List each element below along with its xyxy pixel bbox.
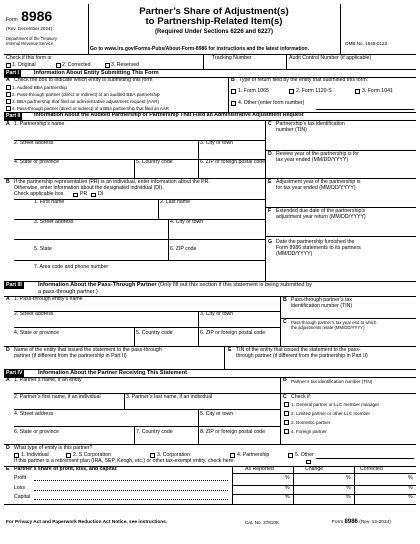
part4-c-letter: C (283, 394, 287, 400)
partnership-street-field[interactable] (14, 147, 196, 156)
pass-through-state-field[interactable] (14, 337, 132, 345)
partner-first-name-label: 2. Partner’s first name, if an individual (14, 394, 101, 400)
pr-zip-field[interactable] (170, 253, 264, 259)
part3-a-letter: A (6, 296, 10, 302)
limited-partner-label: 2. Limited partner or other LLC member (291, 410, 371, 416)
dept-line2: Internal Revenue Service (6, 41, 54, 46)
pass-through-zip-label: 6. ZIP or foreign postal code (200, 330, 266, 336)
part2-g-letter: G (268, 239, 273, 245)
part-3-title-note: (Only fill out this section if this statement is being submitted by (156, 282, 312, 288)
issuing-entity-tin-label2: through partner (if different from the partnership in Part II) (236, 353, 368, 359)
pass-through-country-label: 5. Country code (136, 330, 173, 336)
title-line1: Partner’s Share of Adjustment(s) (139, 6, 289, 17)
pass-through-bba-label: 2. Pass-through partner (direct or indirect) of an audited BBA partnership (12, 91, 160, 97)
part-1-label: Part I (6, 69, 19, 76)
part-1-title: Information About Entity Submitting This Form (34, 70, 159, 76)
percent-sign: % (408, 475, 413, 481)
leader-dots (34, 490, 228, 491)
footer-rev: (Rev. 12-2024) (359, 520, 391, 525)
aar-partnership-checkbox[interactable] (6, 99, 11, 104)
partnership-state-field[interactable] (14, 166, 132, 175)
pr-zip-label: 6. ZIP code (170, 246, 197, 252)
domestic-partner-checkbox[interactable] (284, 420, 289, 425)
part2-e-letter: E (268, 179, 272, 185)
partnership-state-label: 4. State or province (14, 159, 59, 165)
percent-sign: % (408, 484, 413, 491)
tracking-number-label: Tracking Number (212, 55, 252, 61)
form-number: 8986 (21, 8, 53, 24)
share-as-reported-field[interactable] (233, 495, 283, 502)
pr-city-label: 4. City or town (170, 219, 204, 225)
part2-b-letter: B (6, 179, 10, 185)
partnership-name-label: 1. Partnership’s name (14, 121, 65, 127)
retirement-plan-checkbox[interactable] (306, 460, 311, 465)
issuing-entity-tin-label1: TIN of the entity that issued the statement to the pass- (236, 347, 361, 353)
pass-through-country-field[interactable] (136, 337, 196, 345)
title-line2: to Partnership-Related Item(s) (145, 16, 283, 28)
corporation-checkbox[interactable] (150, 453, 155, 458)
percent-sign: % (346, 494, 351, 500)
limited-partner-checkbox[interactable] (284, 411, 289, 416)
part1-a-text: Check the box to indicate which entity is submitting this form (14, 77, 153, 83)
partnership-zip-label: 6. ZIP or foreign postal code (200, 159, 266, 165)
corporation-label: 3. Corporation (157, 451, 190, 458)
col-as-reported: As Reported (245, 466, 274, 472)
issuing-entity-tin-field[interactable] (236, 360, 414, 368)
col-change: Change (305, 466, 324, 472)
leader-dots (34, 499, 228, 500)
part4-a-letter: A (6, 377, 10, 383)
pass-through-year-field[interactable] (291, 331, 414, 345)
pr-state-label: 5. State (34, 246, 52, 252)
part3-c-letter: C (283, 319, 287, 325)
audit-control-field[interactable] (289, 62, 415, 69)
review-year-field[interactable] (276, 164, 414, 176)
pass-through-tin-label1: Pass-through partner’s tax (291, 297, 352, 303)
furnished-date-field[interactable] (276, 259, 414, 279)
form-label (6, 8, 52, 24)
partner-street-label: 4. Street address (14, 411, 54, 417)
partnership-type-label: 4. Partnership (237, 451, 270, 458)
form-1041-label: 3. Form 1041 (362, 87, 393, 94)
part1-b-letter: B (231, 77, 235, 83)
other-form-number-field[interactable] (316, 106, 414, 110)
pass-through-year-label2: the adjustments relate (MM/DD/YYYY) (291, 324, 365, 330)
percent-sign: % (408, 494, 413, 500)
partnership-tin-label1: Partnership’s tax identification (276, 121, 345, 127)
part-3-title-note2: a pass-through partner.) (38, 288, 98, 295)
partnership-country-label: 5. Country code (136, 159, 173, 165)
part3-b-letter: B (283, 297, 287, 303)
part-3-label: Part III (6, 282, 22, 288)
individual-label: 1. Individual (21, 451, 49, 458)
pass-through-name-label: 1. Pass-through entity’s name (14, 296, 83, 302)
percent-sign: % (285, 484, 290, 491)
part2-d-letter: D (268, 151, 272, 157)
pass-through-zip-field[interactable] (200, 337, 278, 345)
pass-through-tin-label2: identification number (TIN) (291, 303, 353, 309)
foreign-partner-checkbox[interactable] (284, 429, 289, 434)
part2-a-letter: A (6, 121, 10, 127)
part4-d-letter: D (6, 445, 10, 451)
col-corrected: Corrected (360, 466, 383, 472)
partner-zip-label: 8. ZIP or foreign postal code (200, 429, 266, 435)
other-type-field[interactable] (316, 458, 414, 459)
partner-city-field[interactable] (200, 418, 278, 425)
di-label: DI (98, 191, 104, 197)
corrected-label: 2. Corrected (62, 61, 91, 68)
pr-phone-label: 7. Area code and phone number (34, 264, 109, 270)
share-change-field[interactable] (294, 486, 344, 493)
partner-entity-name-field[interactable] (14, 384, 278, 392)
issuing-entity-name-field[interactable] (14, 360, 222, 368)
form-1120s-label: 2. Form 1120-S (296, 87, 332, 94)
part-4-title: Information About the Partner Receiving This Statement (38, 370, 187, 376)
individual-checkbox[interactable] (14, 453, 19, 458)
other-form-label: 4. Other (enter form number) (238, 99, 305, 106)
corrected-checkbox[interactable] (56, 63, 61, 68)
s-corp-checkbox[interactable] (66, 453, 71, 458)
share-change-field[interactable] (294, 476, 344, 483)
form-subtitle: (Required Under Sections 6226 and 6227) (154, 29, 274, 35)
part3-d-letter: D (6, 347, 10, 353)
share-row-label: Profit (14, 475, 27, 481)
pr-label: PR (80, 191, 88, 197)
adjustment-year-label1: Adjustment year of the partnership is (276, 179, 361, 185)
pass-through-tin-field[interactable] (291, 310, 414, 316)
pr-last-name-field[interactable] (160, 206, 264, 217)
share-change-field[interactable] (294, 495, 344, 502)
pr-state-field[interactable] (34, 253, 166, 259)
share-label: Partner’s share of profit, loss, and capital: (14, 466, 118, 472)
pass-through-bba-checkbox[interactable] (6, 92, 11, 97)
audit-control-label: Audit Control Number (if applicable) (289, 55, 372, 61)
extended-due-date-label2: adjustment year return (MM/DD/YYYY) (276, 214, 366, 220)
form-word: Form (6, 17, 18, 23)
partner-tin-field[interactable] (291, 384, 414, 392)
privacy-notice: For Privacy Act and Paperwork Reduction Act Notice, see instructions. (6, 520, 168, 525)
pr-checkbox[interactable] (73, 193, 78, 198)
pass-through-year-label1: Pass-through partner’s tax year end to which (291, 319, 377, 325)
di-checkbox[interactable] (91, 193, 96, 198)
reserved-label: 3. Reserved (111, 61, 139, 68)
extended-due-date-field[interactable] (276, 221, 414, 233)
partnership-city-label: 3. City or town (200, 140, 234, 146)
share-corrected-field[interactable] (356, 476, 406, 483)
percent-sign: % (285, 475, 290, 481)
header-divider-right (340, 4, 341, 54)
other-form-checkbox[interactable] (231, 101, 236, 106)
pr-info-text3: Check applicable box. (14, 191, 65, 197)
check-if-partner-label: Check if: (291, 394, 312, 400)
audited-bba-checkbox[interactable] (6, 85, 11, 90)
furnished-date-label3: (MM/DD/YYYY) (276, 251, 313, 257)
partnership-zip-field[interactable] (200, 166, 264, 175)
partner-first-name-field[interactable] (14, 401, 122, 408)
partner-entity-name-label: 1. Partner’s name, if an entity (14, 377, 82, 383)
partnership-name-field[interactable] (14, 128, 264, 139)
original-checkbox[interactable] (6, 63, 11, 68)
part4-e-letter: E (6, 466, 10, 472)
partner-zip-field[interactable] (200, 436, 278, 443)
pr-first-name-label: 1. First name (34, 199, 65, 205)
percent-sign: % (346, 475, 351, 481)
retirement-plan-label: If this partner is a retirement plan (IRA, SEP, Keogh, etc.) or other tax-exempt entity, check here (14, 458, 234, 464)
part3-e-letter: E (228, 347, 232, 353)
adjustment-year-label2: for tax year ended (MM/DD/YYYY) (276, 185, 356, 191)
partner-country-field[interactable] (136, 436, 196, 443)
part-3-title (38, 282, 414, 296)
general-partner-checkbox[interactable] (284, 402, 289, 407)
part2-c-letter: C (268, 121, 272, 127)
dept-line1: Department of the Treasury (6, 36, 57, 41)
partnership-checkbox[interactable] (230, 453, 235, 458)
partner-city-label: 5. City or town (200, 411, 234, 417)
share-corrected-field[interactable] (356, 486, 406, 493)
footer-form-word: Form (332, 520, 344, 525)
part-3-title-bold: Information About the Pass-Through Partner (38, 282, 157, 288)
partner-country-label: 7. Country code (136, 429, 173, 435)
part4-b-letter: B (283, 377, 287, 383)
pr-street-label: 3. Street address (34, 219, 74, 225)
issuing-entity-name-label2: partner (if different from the partnership in Part II) (14, 353, 127, 359)
audited-bba-label: 1. Audited BBA partnership (12, 84, 67, 90)
domestic-partner-label: 3. Domestic partner (291, 419, 331, 425)
s-corp-label: 2. S Corporation (73, 451, 111, 458)
percent-sign: % (346, 484, 351, 491)
goto-instructions: Go to www.irs.gov/Forms-Pubs/About-Form-8986 for instructions and the latest information. (90, 46, 309, 52)
review-year-label1: Review year of the partnership is for (276, 151, 360, 157)
pass-through-name-field[interactable] (14, 303, 278, 310)
partnership-street-label: 2. Street address (14, 140, 54, 146)
pr-info-text2: Otherwise, enter information about the designated individual (DI). (14, 185, 164, 191)
pass-through-street-field[interactable] (14, 318, 196, 326)
original-label: 1. Original (12, 61, 36, 68)
general-partner-label: 1. General partner or LLC member manager (291, 401, 380, 407)
partner-last-name-label: 3. Partner’s last name, if an individual (126, 394, 213, 400)
other-type-label: 5. Other (295, 451, 314, 458)
check-if-label: Check if this form is: (6, 55, 53, 61)
pass-through-city-label: 3. City or town (200, 311, 234, 317)
pr-info-text1: If the partnership representative (PR) is an individual, enter information about the PR. (14, 179, 210, 185)
partnership-country-field[interactable] (136, 166, 196, 175)
share-corrected-field[interactable] (356, 495, 406, 502)
form-1065-checkbox[interactable] (231, 89, 236, 94)
footer-form-number: 8986 (344, 519, 358, 525)
percent-sign: % (285, 494, 290, 500)
partner-street-field[interactable] (14, 418, 196, 425)
partner-tin-label: Partner’s tax identification number (TIN) (291, 378, 373, 384)
pr-city-field[interactable] (170, 226, 264, 235)
footer-form-id (332, 519, 391, 526)
part-4-label: Part IV (6, 369, 23, 376)
part1-b-text: Type of return filed by the entity that submitted this form: (239, 77, 369, 83)
partner-state-label: 6. State or province (14, 429, 59, 435)
form-1065-label: 1. Form 1065 (238, 87, 269, 94)
extended-due-date-label1: Extended due date of the partnership’s (276, 208, 366, 214)
pr-phone-field[interactable] (34, 271, 264, 279)
tracking-number-field[interactable] (206, 62, 286, 69)
revision-date: (Rev. December 2024) (6, 26, 53, 31)
foreign-partner-label: 4. Foreign partner (291, 428, 327, 434)
form-1041-checkbox[interactable] (355, 89, 360, 94)
pass-through-aar-label: 4. Pass-through partner (direct or indirect) of a BBA partnership that filed an AAR (12, 105, 169, 111)
share-row-label: Capital (14, 494, 31, 500)
part-2-title: Information About the Audited Partnership or Partnership That Filed an Administrative Adjustment Request (34, 112, 304, 118)
entity-type-label: What type of entity is this partner? (14, 445, 93, 451)
partner-last-name-field[interactable] (126, 401, 278, 408)
partnership-tin-label2: number (TIN) (276, 127, 307, 133)
catalog-number: Cat. No. 37810K (245, 520, 279, 525)
share-as-reported-field[interactable] (233, 476, 283, 483)
partnership-city-field[interactable] (200, 147, 264, 156)
share-row-label: Loss (14, 484, 25, 491)
review-year-label2: tax year ended (MM/DD/YYYY) (276, 157, 349, 163)
pr-street-field[interactable] (34, 226, 166, 235)
part2-f-letter: F (268, 208, 272, 214)
pr-first-name-field[interactable] (34, 206, 156, 217)
other-type-checkbox[interactable] (288, 453, 293, 458)
pr-last-name-label: 2. Last name (160, 199, 190, 205)
share-as-reported-field[interactable] (233, 486, 283, 493)
furnished-date-label1: Date the partnership furnished the (276, 239, 355, 245)
form-1120s-checkbox[interactable] (289, 89, 294, 94)
partnership-tin-field[interactable] (276, 134, 414, 140)
aar-partnership-label: 3. BBA partnership that filed an administrative adjustment request (AAR) (12, 98, 160, 104)
pass-through-aar-checkbox[interactable] (6, 106, 11, 111)
pass-through-city-field[interactable] (200, 318, 278, 326)
partner-state-field[interactable] (14, 436, 132, 443)
omb-number: OMB No. 1545-0123 (345, 41, 388, 46)
form-title (88, 7, 340, 27)
part1-a-letter: A (6, 77, 10, 83)
pass-through-street-label: 2. Street address (14, 311, 54, 317)
leader-dots (34, 480, 228, 481)
furnished-date-label2: Form 8986 statements to its partners (276, 245, 361, 251)
part-2-label: Part II (6, 112, 21, 119)
adjustment-year-field[interactable] (276, 192, 414, 205)
reserved-checkbox[interactable] (105, 63, 110, 68)
issuing-entity-name-label1: Name of the entity that issued the statement to the pass-through (14, 347, 162, 353)
pass-through-state-label: 4. State or province (14, 330, 59, 336)
